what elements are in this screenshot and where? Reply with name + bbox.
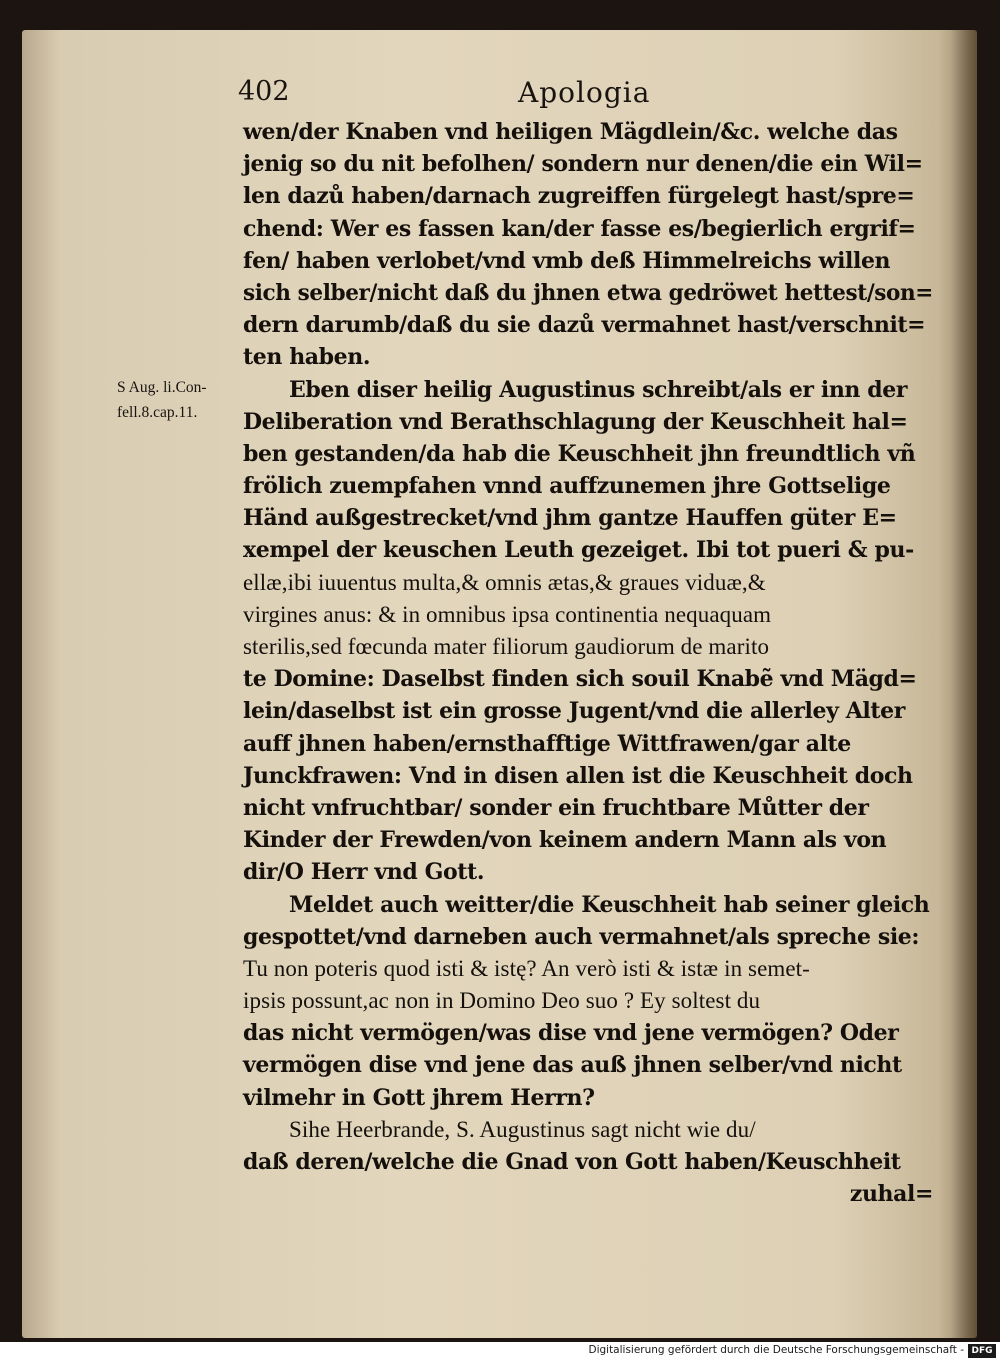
text-line: ben gestanden/da hab die Keuschheit jhn freundtlich vñ [243, 440, 916, 467]
footer-credit: Digitalisierung gefördert durch die Deutsche Forschungsgemeinschaft - [588, 1344, 964, 1356]
text-line: Tu non poteris quod isti & istę? An verò isti & istæ in semet- [243, 955, 810, 981]
text-line: zuhal= [849, 1181, 933, 1208]
text-line: virgines anus: & in omnibus ipsa continentia nequaquam [243, 601, 772, 627]
text-line: ipsis possunt,ac non in Domino Deo suo ? Ey soltest du [243, 988, 761, 1014]
text-line: vermögen dise vnd jene das auß jhnen selber/vnd nicht [243, 1052, 902, 1079]
page-gutter-shadow [951, 30, 977, 1338]
text-line: auff jhnen haben/ernsthafftige Wittfrawen/gar alte [243, 730, 851, 757]
text-line: te Domine: Daselbst finden sich souil Knabẽ vnd Mägd= [243, 666, 917, 693]
text-line: Junckfrawen: Vnd in disen allen ist die Keuschheit doch [243, 762, 913, 789]
running-head [238, 76, 928, 116]
margin-note-line: S Aug. li.Con- [117, 379, 207, 396]
text-line: len dazů haben/darnach zugreiffen fürgelegt hast/spre= [243, 183, 915, 210]
text-line: frölich zuempfahen vnnd auffzunemen jhre Gottselige [243, 473, 891, 500]
text-line: sterilis,sed fœcunda mater filiorum gaudiorum de marito [243, 634, 770, 659]
running-title: Apologia [518, 76, 651, 109]
text-line: Meldet auch weitter/die Keuschheit hab seiner gleich [289, 891, 930, 918]
text-line: Kinder der Frewden/von keinem andern Mann als von [243, 827, 887, 854]
text-line: ten haben. [243, 344, 371, 371]
text-line: xempel der keuschen Leuth gezeiget. Ibi tot pueri & pu- [243, 537, 914, 564]
text-line: dir/O Herr vnd Gott. [243, 859, 485, 886]
text-line: ellæ,ibi iuuentus multa,& omnis ætas,& graues viduæ,& [243, 569, 766, 595]
text-line: Deliberation vnd Berathschlagung der Keuschheit hal= [243, 408, 908, 435]
text-line: gespottet/vnd darneben auch vermahnet/als spreche sie: [243, 923, 920, 950]
body-text [243, 116, 933, 1210]
margin-note-line: fell.8.cap.11. [117, 404, 198, 421]
text-line: nicht vnfruchtbar/ sonder ein fruchtbare Můtter der [243, 794, 869, 821]
text-line: jenig so du nit befolhen/ sondern nur denen/die ein Wil= [243, 151, 923, 178]
text-line: sich selber/nicht daß du jhnen etwa gedröwet hettest/son= [243, 279, 933, 306]
text-line: lein/daselbst ist ein grosse Jugent/vnd die allerley Alter [243, 698, 905, 725]
text-line: Eben diser heilig Augustinus schreibt/als er inn der [289, 376, 908, 403]
dfg-logo: DFG [968, 1344, 996, 1358]
text-line: dern darumb/daß du sie dazů vermahnet hast/verschnit= [243, 312, 926, 339]
text-line: chend: Wer es fassen kan/der fasse es/begierlich ergrif= [243, 215, 916, 242]
text-line: wen/der Knaben vnd heiligen Mägdlein/&c. welche das [243, 119, 898, 145]
text-line: vilmehr in Gott jhrem Herrn? [243, 1084, 595, 1111]
margin-note [117, 375, 242, 425]
text-line: fen/ haben verlobet/vnd vmb deß Himmelreichs willen [243, 247, 891, 274]
page-number: 402 [238, 76, 290, 107]
text-line: daß deren/welche die Gnad von Gott haben/Keuschheit [243, 1149, 901, 1175]
text-line: das nicht vermögen/was dise vnd jene vermögen? Oder [243, 1020, 899, 1047]
text-line: Sihe Heerbrande, S. Augustinus sagt nicht wie du/ [289, 1116, 756, 1142]
footer-bar [0, 1342, 1000, 1361]
text-line: Händ außgestrecket/vnd jhm gantze Hauffen güter E= [243, 505, 897, 532]
